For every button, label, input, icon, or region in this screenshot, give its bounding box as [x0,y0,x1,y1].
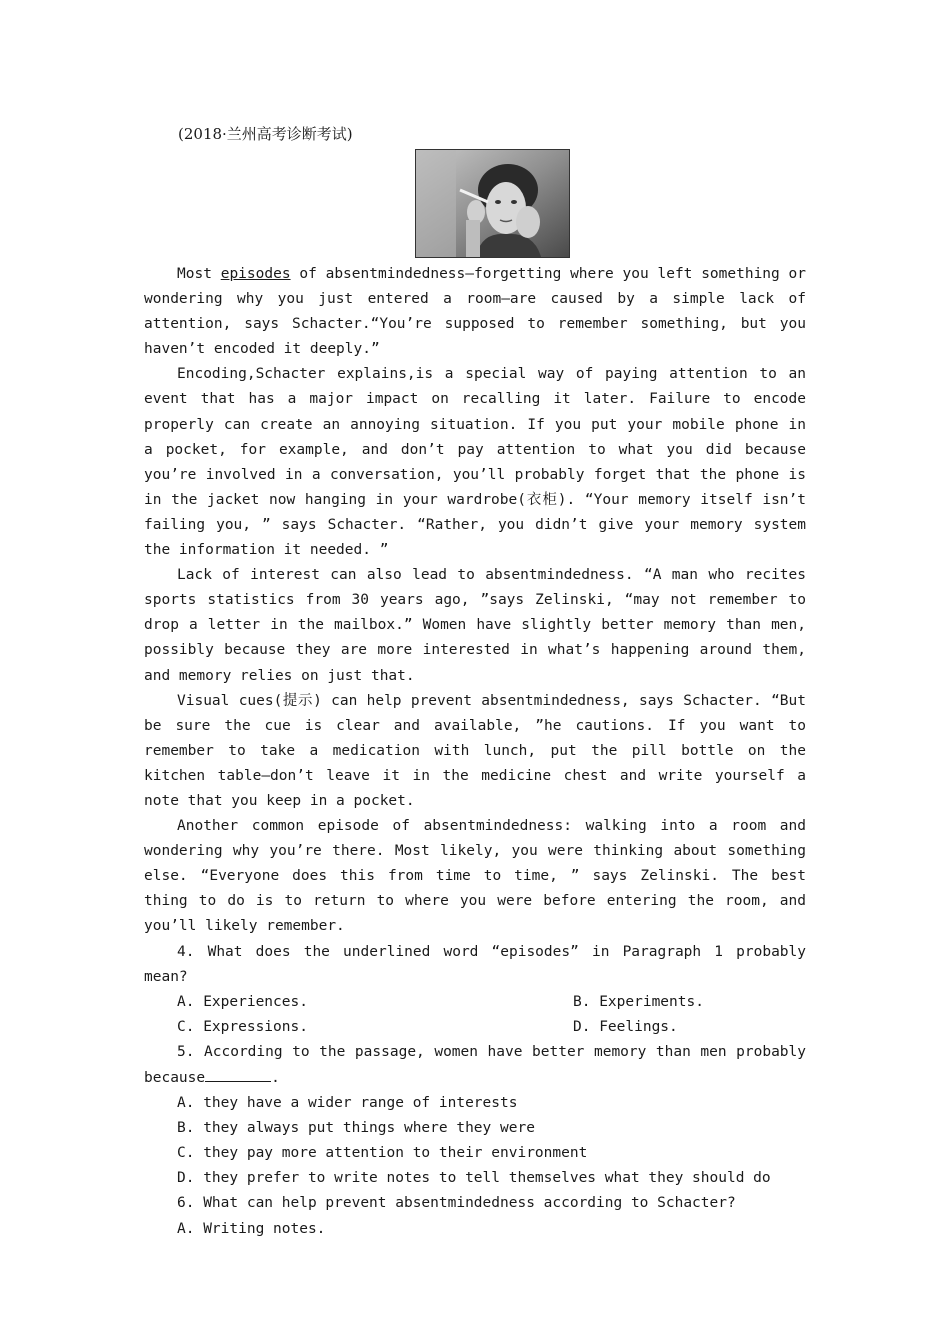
passage-and-questions [144,262,806,1242]
question-6-option-a: A. Writing notes. [177,1220,326,1237]
passage-paragraph-2: Encoding,Schacter explains,is a special way of paying attention to an event that has a major impact on recalling it later. Failure to encode properly can create an annoying situation. If you put your mobile phone in a pocket, for example, and don’t pay attention to what you did because you’re involved in a conversation, you’ll probably forget that the phone is in the jacket now hanging in your wardrobe(衣柜). “Your memory itself isn’t failing you, ” says Schacter. “Rather, you didn’t give your memory system the information it needed. ” [144,366,806,559]
paragraph-text: Most [177,266,221,282]
thinking-person-photo [415,149,570,258]
answer-blank [205,1065,271,1082]
question-6-stem: 6. What can help prevent absentmindedness according to Schacter? [177,1195,736,1212]
question-5-option-d: D. they prefer to write notes to tell themselves what they should do [177,1170,771,1187]
option-d: D. Feelings. [573,1018,678,1035]
question-4-options-row-2 [144,1015,806,1040]
photo-illustration [416,150,569,257]
question-5-option-b: B. they always put things where they were [177,1120,535,1137]
question-5-end: . [271,1070,280,1086]
passage-paragraph-3: Lack of interest can also lead to absentmindedness. “A man who recites sports statistics from 30 years ago, ”says Zelinski, “may not remember to drop a letter in the mailbox.” Women have slightly better memory than men, possibly because they are more interested in what’s happening around them, and memory relies on just that. [144,567,806,684]
question-4-options-row-1 [144,990,806,1015]
option-c: C. Expressions. [177,1018,308,1035]
question-5-option-c: C. they pay more attention to their environment [177,1145,588,1162]
question-4-stem: 4. What does the underlined word “episodes” in Paragraph 1 probably mean? [144,943,806,985]
passage-paragraph-4: Visual cues(提示) can help prevent absentmindedness, says Schacter. “But be sure the cue is clear and available, ”he cautions. If you want to remember to take a medication with lunch, put the pill bottle on the kitchen table—don’t leave it in the medicine chest and write yourself a note that you keep in a pocket. [144,692,806,809]
source-label: (2018·兰州高考诊断考试) [178,125,353,143]
question-5-stem [144,1040,806,1091]
underlined-word-episodes: episodes [220,266,291,282]
option-b: B. Experiments. [573,993,704,1010]
paragraph-text: of absentmindedness—forgetting where you left something or wondering why you just entered a room—are caused by a simple lack of attention, says Schacter.“You’re supposed to remember something, but you haven’t encoded it deeply.” [144,266,806,358]
question-5-text: 5. According to the passage, women have better memory than men probably because [144,1043,806,1086]
passage-paragraph-5: Another common episode of absentmindedness: walking into a room and wondering why you’re there. Most likely, you were thinking about something else. “Everyone does this from time to time, ” says Zelinski. The best thing to do is to return to where you were before entering the room, and you’ll likely remember. [144,818,806,935]
passage-paragraph-1 [144,262,806,362]
option-a: A. Experiences. [177,993,308,1010]
question-5-option-a: A. they have a wider range of interests [177,1095,518,1112]
